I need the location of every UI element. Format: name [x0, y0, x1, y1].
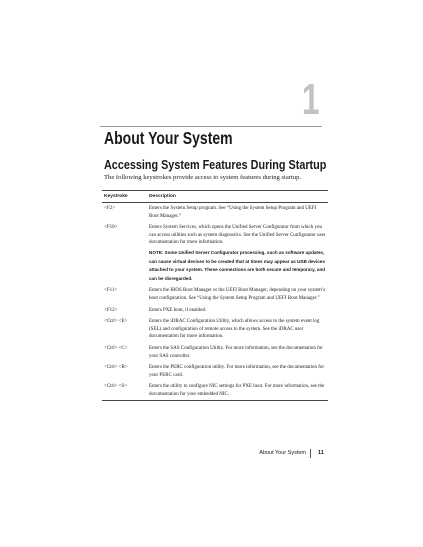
description-cell: Enters the iDRAC Configuration Utility, which allows access to the system event log (SEL) and configuration of remote access to the system. See the iDRAC user documentation for more information. [149, 319, 320, 340]
table-row [102, 316, 328, 343]
table-row [102, 222, 328, 285]
page-number: 11 [318, 450, 324, 456]
section-title: Accessing System Features During Startup [104, 157, 327, 172]
section-intro: The following keystrokes provide access to system features during startup. [104, 174, 302, 181]
note-block [149, 249, 326, 283]
description-cell: Enters PXE boot, if enabled. [149, 307, 207, 313]
table-row [102, 305, 328, 317]
keystroke-cell: <F12> [104, 307, 118, 313]
table-row [102, 362, 328, 381]
header-description: Description [147, 191, 328, 203]
description-text: Enters System Services, which opens the Unified Server Configurator from which you can access utilities such as system diagnostics. See the Unified Server Configurator user documentation for more information. [149, 225, 326, 246]
keystroke-cell: <Ctrl> <R> [104, 365, 128, 371]
note-label: NOTE: [149, 249, 164, 255]
keystroke-cell: <F2> [104, 206, 115, 211]
description-cell: Enters the System Setup program. See “Using the System Setup Program and UEFI Boot Manager.” [149, 206, 317, 219]
chapter-title: About Your System [104, 128, 233, 148]
keystroke-cell: <F10> [104, 225, 118, 231]
table-row [102, 203, 328, 223]
description-cell: Enters the PERC configuration utility. For more information, see the documentation for your PERC card. [149, 365, 325, 378]
description-cell [147, 222, 328, 285]
table-row [102, 285, 328, 304]
keystroke-cell: <Ctrl> <C> [104, 345, 128, 351]
chapter-number: 1 [301, 75, 319, 124]
description-cell: Enters the BIOS Boot Manager or the UEFI Boot Manager, depending on your system’s boot configuration. See “Using the System Setup Program and UEFI Boot Manager.” [149, 288, 326, 301]
keystroke-cell: <Ctrl> <E> [104, 319, 128, 325]
footer-separator [310, 449, 311, 458]
keystroke-cell: <F11> [104, 288, 118, 294]
description-cell: Enters the utility to configure NIC settings for PXE boot. For more information, see the documentation for your embedded NIC. [147, 381, 328, 401]
header-keystroke: Keystroke [102, 191, 147, 203]
table-row [102, 343, 328, 362]
table-row [102, 381, 328, 401]
table-header-row [102, 191, 328, 203]
keystroke-table [102, 190, 328, 401]
keystroke-cell: <Ctrl> <S> [102, 381, 147, 401]
footer-chapter-title: About Your System [259, 450, 306, 456]
description-cell: Enters the SAS Configuration Utility. For more information, see the documentation for your SAS controller. [149, 345, 323, 359]
note-text: Some Unified Server Configurator processing, such as software updates, can cause virtual devices to be created that at times may appear as USB devices attached to your system. These connections are both secure and temporary, and can be disregarded. [149, 249, 326, 281]
